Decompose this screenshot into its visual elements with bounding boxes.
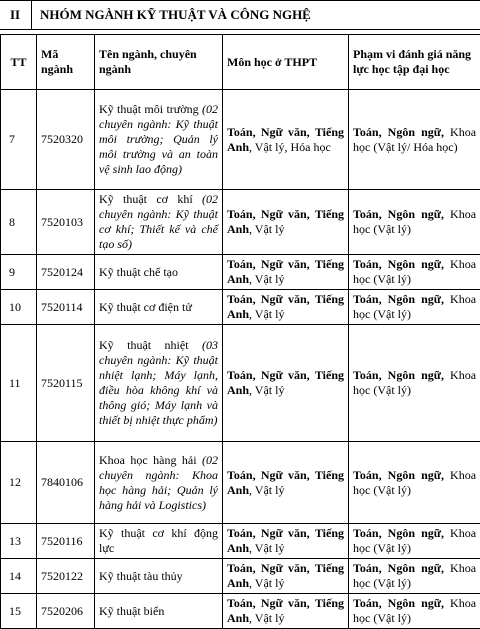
tt-value: 12	[9, 475, 21, 489]
mon-toan: Toán,	[227, 368, 256, 382]
chuyen-nganh-note: (03 chuyên ngành: Kỹ thuật nhiệt lạnh; Máy lạnh, điều hòa không khí và thông gió; Máy lạnh và thiết bị nhiệt thực phẩm)	[99, 338, 218, 427]
mon-ngu-van: Ngữ văn,	[261, 207, 310, 221]
pv-toan: Toán,	[353, 292, 382, 306]
table-row	[1, 559, 480, 594]
pv-khoa-hoc: Khoa học	[353, 207, 476, 236]
cell-tt	[1, 255, 37, 290]
pv-toan: Toán,	[353, 561, 382, 575]
ten-nganh-value: Kỹ thuật cơ điện tử	[99, 300, 192, 314]
cell-mon-hoc	[223, 325, 349, 442]
ma-nganh-value: 7520206	[41, 604, 83, 618]
table-row	[1, 190, 480, 255]
mon-tieng-anh: Tiếng Anh	[227, 368, 344, 397]
pv-ngon-ngu: Ngôn ngữ,	[388, 207, 444, 221]
mon-tieng-anh: Tiếng Anh	[227, 561, 344, 590]
pv-toan: Toán,	[353, 207, 382, 221]
cell-ten-nganh	[95, 325, 223, 442]
pv-toan: Toán,	[353, 596, 382, 610]
header-pham-vi: Phạm vi đánh giá năng lực học tập đại học	[349, 35, 480, 90]
table-header-row	[1, 35, 480, 90]
tt-value: 15	[9, 604, 21, 618]
section-header	[0, 0, 480, 30]
mon-ngu-van: Ngữ văn,	[261, 468, 310, 482]
table-row	[1, 255, 480, 290]
ten-nganh-value: Kỹ thuật cơ khí động lực	[99, 526, 218, 555]
cell-mon-hoc	[223, 559, 349, 594]
ma-nganh-value: 7520116	[41, 534, 83, 548]
mon-other: , Vật lý	[249, 576, 284, 590]
pv-khoa-hoc: Khoa học	[353, 292, 476, 321]
pv-ngon-ngu: Ngôn ngữ,	[388, 292, 444, 306]
ten-nganh-value: Khoa học hàng hải	[99, 453, 197, 467]
pv-detail: (Vật lý)	[370, 272, 411, 286]
pv-ngon-ngu: Ngôn ngữ,	[388, 526, 444, 540]
mon-toan: Toán,	[227, 292, 256, 306]
mon-ngu-van: Ngữ văn,	[261, 368, 310, 382]
mon-other: , Vật lý	[249, 541, 284, 555]
cell-tt	[1, 90, 37, 190]
pv-toan: Toán,	[353, 526, 382, 540]
cell-ma-nganh	[37, 325, 95, 442]
tt-value: 7	[9, 132, 15, 146]
mon-ngu-van: Ngữ văn,	[261, 526, 310, 540]
mon-toan: Toán,	[227, 526, 256, 540]
mon-toan: Toán,	[227, 596, 256, 610]
mon-tieng-anh: Tiếng Anh	[227, 468, 344, 497]
ma-nganh-value: 7840106	[41, 475, 83, 489]
pv-khoa-hoc: Khoa học	[353, 526, 476, 555]
cell-tt	[1, 559, 37, 594]
mon-other: , Vật lý, Hóa học	[249, 140, 331, 154]
cell-ma-nganh	[37, 524, 95, 559]
majors-table	[0, 34, 480, 629]
mon-other: , Vật lý	[249, 272, 284, 286]
pv-khoa-hoc: Khoa học	[353, 125, 476, 154]
cell-ma-nganh	[37, 90, 95, 190]
ma-nganh-value: 7520103	[41, 215, 83, 229]
mon-toan: Toán,	[227, 468, 256, 482]
cell-pham-vi	[349, 90, 480, 190]
cell-mon-hoc	[223, 90, 349, 190]
mon-toan: Toán,	[227, 207, 256, 221]
ma-nganh-value: 7520114	[41, 300, 83, 314]
cell-tt	[1, 290, 37, 325]
section-title: NHÓM NGÀNH KỸ THUẬT VÀ CÔNG NGHỆ	[40, 1, 311, 29]
mon-other: , Vật lý	[249, 383, 284, 397]
cell-pham-vi	[349, 594, 480, 629]
cell-pham-vi	[349, 524, 480, 559]
tt-value: 10	[9, 300, 21, 314]
mon-ngu-van: Ngữ văn,	[261, 561, 310, 575]
cell-pham-vi	[349, 190, 480, 255]
tt-value: 11	[9, 376, 21, 390]
pv-ngon-ngu: Ngôn ngữ,	[388, 125, 444, 139]
cell-pham-vi	[349, 255, 480, 290]
cell-tt	[1, 190, 37, 255]
cell-ten-nganh	[95, 90, 223, 190]
cell-ten-nganh	[95, 594, 223, 629]
mon-tieng-anh: Tiếng Anh	[227, 526, 344, 555]
mon-ngu-van: Ngữ văn,	[261, 292, 310, 306]
pv-khoa-hoc: Khoa học	[353, 468, 476, 497]
mon-other: , Vật lý	[249, 222, 284, 236]
mon-tieng-anh: Tiếng Anh	[227, 292, 344, 321]
table-row	[1, 90, 480, 190]
ma-nganh-value: 7520320	[41, 132, 83, 146]
cell-pham-vi	[349, 290, 480, 325]
cell-pham-vi	[349, 325, 480, 442]
section-number: II	[0, 1, 32, 29]
cell-ten-nganh	[95, 442, 223, 524]
cell-mon-hoc	[223, 594, 349, 629]
pv-toan: Toán,	[353, 368, 382, 382]
tt-value: 13	[9, 534, 21, 548]
tt-value: 8	[9, 215, 15, 229]
ma-nganh-value: 7520124	[41, 265, 83, 279]
cell-mon-hoc	[223, 190, 349, 255]
mon-other: , Vật lý	[249, 611, 284, 625]
cell-ten-nganh	[95, 255, 223, 290]
mon-toan: Toán,	[227, 257, 256, 271]
chuyen-nganh-note: (02 chuyên ngành: Kỹ thuật cơ khí; Thiết kế và chế tạo số)	[99, 192, 218, 251]
mon-other: , Vật lý	[249, 307, 284, 321]
cell-ma-nganh	[37, 442, 95, 524]
cell-ma-nganh	[37, 190, 95, 255]
cell-mon-hoc	[223, 290, 349, 325]
mon-tieng-anh: Tiếng Anh	[227, 207, 344, 236]
tt-value: 14	[9, 569, 21, 583]
pv-detail: (Vật lý)	[370, 541, 411, 555]
pv-ngon-ngu: Ngôn ngữ,	[388, 561, 444, 575]
mon-tieng-anh: Tiếng Anh	[227, 596, 344, 625]
table-row	[1, 524, 480, 559]
mon-toan: Toán,	[227, 125, 256, 139]
pv-detail: (Vật lý)	[370, 307, 411, 321]
ma-nganh-value: 7520115	[41, 376, 83, 390]
mon-ngu-van: Ngữ văn,	[261, 596, 310, 610]
cell-ma-nganh	[37, 594, 95, 629]
mon-toan: Toán,	[227, 561, 256, 575]
header-tt: TT	[1, 35, 37, 90]
cell-pham-vi	[349, 559, 480, 594]
cell-ten-nganh	[95, 559, 223, 594]
ten-nganh-value: Kỹ thuật môi trường	[99, 102, 199, 116]
pv-detail: (Vật lý/ Hóa học)	[370, 140, 457, 154]
pv-toan: Toán,	[353, 125, 382, 139]
cell-ten-nganh	[95, 190, 223, 255]
table-row	[1, 290, 480, 325]
cell-tt	[1, 594, 37, 629]
table-row	[1, 594, 480, 629]
table-row	[1, 325, 480, 442]
cell-mon-hoc	[223, 255, 349, 290]
cell-ten-nganh	[95, 290, 223, 325]
pv-khoa-hoc: Khoa học	[353, 257, 476, 286]
pv-detail: (Vật lý)	[370, 611, 411, 625]
cell-mon-hoc	[223, 442, 349, 524]
mon-tieng-anh: Tiếng Anh	[227, 125, 344, 154]
pv-khoa-hoc: Khoa học	[353, 368, 476, 397]
pv-ngon-ngu: Ngôn ngữ,	[388, 468, 444, 482]
pv-detail: (Vật lý)	[370, 576, 411, 590]
pv-detail: (Vật lý)	[370, 222, 411, 236]
mon-other: , Vật lý	[249, 483, 284, 497]
chuyen-nganh-note: (02 chuyên ngành: Kỹ thuật môi trường; Quản lý môi trường và an toàn vệ sinh lao động)	[99, 102, 218, 176]
pv-ngon-ngu: Ngôn ngữ,	[388, 368, 444, 382]
table-row	[1, 442, 480, 524]
cell-ma-nganh	[37, 559, 95, 594]
ten-nganh-value: Kỹ thuật tàu thủy	[99, 569, 183, 583]
cell-tt	[1, 442, 37, 524]
header-mon-hoc: Môn học ở THPT	[223, 35, 349, 90]
ten-nganh-value: Kỹ thuật nhiệt	[99, 338, 189, 352]
cell-mon-hoc	[223, 524, 349, 559]
tt-value: 9	[9, 265, 15, 279]
header-ten-nganh: Tên ngành, chuyên ngành	[95, 35, 223, 90]
pv-khoa-hoc: Khoa học	[353, 596, 476, 625]
cell-ma-nganh	[37, 255, 95, 290]
cell-tt	[1, 524, 37, 559]
cell-ten-nganh	[95, 524, 223, 559]
cell-ma-nganh	[37, 290, 95, 325]
ten-nganh-value: Kỹ thuật biển	[99, 604, 164, 618]
mon-tieng-anh: Tiếng Anh	[227, 257, 344, 286]
cell-pham-vi	[349, 442, 480, 524]
ten-nganh-value: Kỹ thuật cơ khí	[99, 192, 193, 206]
pv-detail: (Vật lý)	[370, 383, 411, 397]
pv-ngon-ngu: Ngôn ngữ,	[388, 596, 444, 610]
ma-nganh-value: 7520122	[41, 569, 83, 583]
cell-tt	[1, 325, 37, 442]
pv-khoa-hoc: Khoa học	[353, 561, 476, 590]
pv-ngon-ngu: Ngôn ngữ,	[388, 257, 444, 271]
ten-nganh-value: Kỹ thuật chế tạo	[99, 265, 178, 279]
header-ma-nganh: Mã ngành	[37, 35, 95, 90]
chuyen-nganh-note: (02 chuyên ngành: Khoa học hàng hải; Quản lý hàng hải và Logistics)	[99, 453, 218, 512]
pv-toan: Toán,	[353, 468, 382, 482]
mon-ngu-van: Ngữ văn,	[261, 125, 310, 139]
pv-detail: (Vật lý)	[370, 483, 411, 497]
mon-ngu-van: Ngữ văn,	[261, 257, 310, 271]
pv-toan: Toán,	[353, 257, 382, 271]
